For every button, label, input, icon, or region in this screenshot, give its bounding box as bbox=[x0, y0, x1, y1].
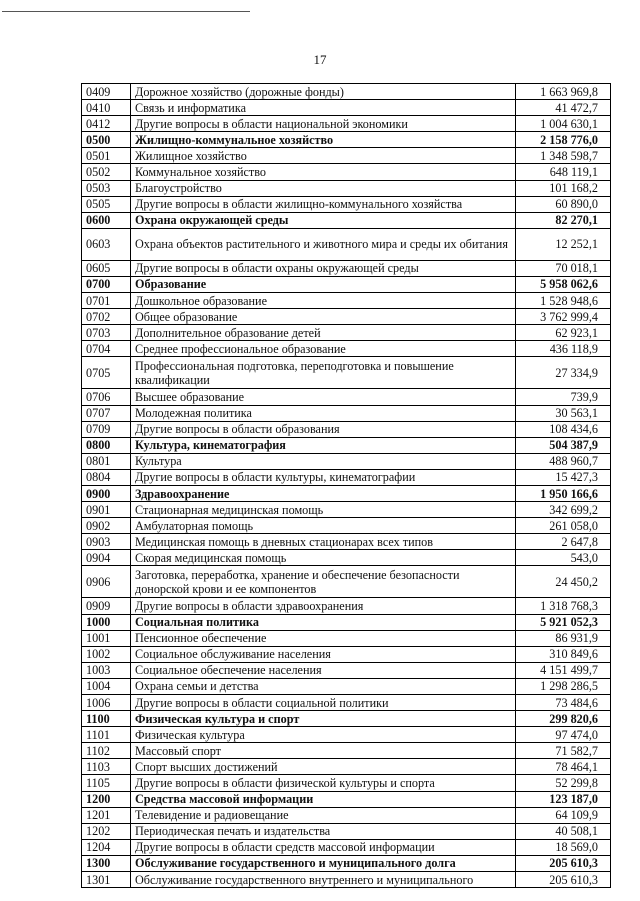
table-row bbox=[82, 711, 611, 727]
row-name: Пенсионное обеспечение bbox=[131, 630, 516, 646]
table-row bbox=[82, 614, 611, 630]
table-row bbox=[82, 646, 611, 662]
row-amount: 30 563,1 bbox=[516, 405, 611, 421]
budget-table-body bbox=[82, 84, 611, 888]
row-amount: 5 958 062,6 bbox=[516, 276, 611, 292]
row-name: Среднее профессиональное образование bbox=[131, 341, 516, 357]
table-row bbox=[82, 357, 611, 389]
table-row bbox=[82, 100, 611, 116]
row-amount: 1 298 286,5 bbox=[516, 678, 611, 694]
table-row bbox=[82, 855, 611, 871]
table-row bbox=[82, 695, 611, 711]
row-code: 0801 bbox=[82, 453, 131, 469]
row-name: Дошкольное образование bbox=[131, 293, 516, 309]
row-code: 0906 bbox=[82, 566, 131, 598]
row-code: 0503 bbox=[82, 180, 131, 196]
row-amount: 2 647,8 bbox=[516, 534, 611, 550]
row-name: Скорая медицинская помощь bbox=[131, 550, 516, 566]
row-code: 1004 bbox=[82, 678, 131, 694]
row-code: 0902 bbox=[82, 518, 131, 534]
row-name: Культура bbox=[131, 453, 516, 469]
row-name: Социальное обеспечение населения bbox=[131, 662, 516, 678]
row-amount: 86 931,9 bbox=[516, 630, 611, 646]
row-code: 0800 bbox=[82, 437, 131, 453]
row-amount: 97 474,0 bbox=[516, 727, 611, 743]
table-row bbox=[82, 341, 611, 357]
row-name: Коммунальное хозяйство bbox=[131, 164, 516, 180]
row-name: Телевидение и радиовещание bbox=[131, 807, 516, 823]
table-row bbox=[82, 678, 611, 694]
table-row bbox=[82, 84, 611, 100]
row-amount: 2 158 776,0 bbox=[516, 132, 611, 148]
row-name: Высшее образование bbox=[131, 389, 516, 405]
row-amount: 27 334,9 bbox=[516, 357, 611, 389]
row-amount: 60 890,0 bbox=[516, 196, 611, 212]
row-amount: 1 950 166,6 bbox=[516, 485, 611, 501]
row-name: Обслуживание государственного внутреннего и муниципального bbox=[131, 872, 516, 888]
row-name: Массовый спорт bbox=[131, 743, 516, 759]
table-row bbox=[82, 823, 611, 839]
row-code: 0600 bbox=[82, 212, 131, 228]
row-amount: 40 508,1 bbox=[516, 823, 611, 839]
row-amount: 18 569,0 bbox=[516, 839, 611, 855]
row-amount: 1 318 768,3 bbox=[516, 598, 611, 614]
row-name: Другие вопросы в области образования bbox=[131, 421, 516, 437]
row-code: 0701 bbox=[82, 293, 131, 309]
table-row bbox=[82, 775, 611, 791]
table-row bbox=[82, 839, 611, 855]
row-code: 0409 bbox=[82, 84, 131, 100]
row-name: Другие вопросы в области социальной политики bbox=[131, 695, 516, 711]
table-row bbox=[82, 132, 611, 148]
row-code: 0706 bbox=[82, 389, 131, 405]
row-name: Средства массовой информации bbox=[131, 791, 516, 807]
row-code: 0505 bbox=[82, 196, 131, 212]
row-code: 0502 bbox=[82, 164, 131, 180]
row-name: Медицинская помощь в дневных стационарах всех типов bbox=[131, 534, 516, 550]
row-amount: 310 849,6 bbox=[516, 646, 611, 662]
row-name: Заготовка, переработка, хранение и обеспечение безопасности донорской крови и ее компонентов bbox=[131, 566, 516, 598]
row-name: Социальное обслуживание населения bbox=[131, 646, 516, 662]
row-amount: 41 472,7 bbox=[516, 100, 611, 116]
row-code: 1301 bbox=[82, 872, 131, 888]
row-name: Обслуживание государственного и муниципального долга bbox=[131, 855, 516, 871]
table-row bbox=[82, 293, 611, 309]
table-row bbox=[82, 453, 611, 469]
row-name: Социальная политика bbox=[131, 614, 516, 630]
budget-table bbox=[81, 83, 611, 888]
row-name: Другие вопросы в области жилищно-коммунального хозяйства bbox=[131, 196, 516, 212]
row-amount: 73 484,6 bbox=[516, 695, 611, 711]
row-amount: 504 387,9 bbox=[516, 437, 611, 453]
row-amount: 82 270,1 bbox=[516, 212, 611, 228]
row-code: 0410 bbox=[82, 100, 131, 116]
row-name: Другие вопросы в области культуры, кинематографии bbox=[131, 469, 516, 485]
row-code: 1300 bbox=[82, 855, 131, 871]
row-amount: 64 109,9 bbox=[516, 807, 611, 823]
table-row bbox=[82, 534, 611, 550]
row-name: Профессиональная подготовка, переподготовка и повышение квалификации bbox=[131, 357, 516, 389]
table-row bbox=[82, 598, 611, 614]
row-name: Другие вопросы в области физической культуры и спорта bbox=[131, 775, 516, 791]
row-code: 1105 bbox=[82, 775, 131, 791]
table-row bbox=[82, 325, 611, 341]
row-name: Охрана семьи и детства bbox=[131, 678, 516, 694]
table-row bbox=[82, 566, 611, 598]
row-code: 0900 bbox=[82, 485, 131, 501]
row-amount: 205 610,3 bbox=[516, 872, 611, 888]
row-name: Здравоохранение bbox=[131, 485, 516, 501]
row-code: 1103 bbox=[82, 759, 131, 775]
row-name: Образование bbox=[131, 276, 516, 292]
row-code: 1202 bbox=[82, 823, 131, 839]
row-name: Физическая культура и спорт bbox=[131, 711, 516, 727]
table-row bbox=[82, 116, 611, 132]
row-name: Связь и информатика bbox=[131, 100, 516, 116]
row-amount: 299 820,6 bbox=[516, 711, 611, 727]
row-amount: 1 528 948,6 bbox=[516, 293, 611, 309]
row-amount: 1 348 598,7 bbox=[516, 148, 611, 164]
row-amount: 739,9 bbox=[516, 389, 611, 405]
top-rule bbox=[2, 11, 250, 12]
table-row bbox=[82, 807, 611, 823]
row-amount: 261 058,0 bbox=[516, 518, 611, 534]
row-amount: 543,0 bbox=[516, 550, 611, 566]
table-row bbox=[82, 196, 611, 212]
row-code: 1200 bbox=[82, 791, 131, 807]
row-amount: 24 450,2 bbox=[516, 566, 611, 598]
table-row bbox=[82, 872, 611, 888]
row-amount: 205 610,3 bbox=[516, 855, 611, 871]
row-name: Амбулаторная помощь bbox=[131, 518, 516, 534]
table-row bbox=[82, 405, 611, 421]
row-code: 0804 bbox=[82, 469, 131, 485]
row-amount: 3 762 999,4 bbox=[516, 309, 611, 325]
row-name: Молодежная политика bbox=[131, 405, 516, 421]
row-name: Общее образование bbox=[131, 309, 516, 325]
row-code: 1100 bbox=[82, 711, 131, 727]
row-code: 0704 bbox=[82, 341, 131, 357]
row-code: 1000 bbox=[82, 614, 131, 630]
table-row bbox=[82, 759, 611, 775]
row-amount: 1 663 969,8 bbox=[516, 84, 611, 100]
row-amount: 5 921 052,3 bbox=[516, 614, 611, 630]
row-name: Физическая культура bbox=[131, 727, 516, 743]
row-name: Жилищно-коммунальное хозяйство bbox=[131, 132, 516, 148]
row-amount: 12 252,1 bbox=[516, 228, 611, 260]
row-name: Другие вопросы в области средств массовой информации bbox=[131, 839, 516, 855]
row-code: 1002 bbox=[82, 646, 131, 662]
row-code: 1201 bbox=[82, 807, 131, 823]
table-row bbox=[82, 437, 611, 453]
table-row bbox=[82, 469, 611, 485]
row-code: 1003 bbox=[82, 662, 131, 678]
table-row bbox=[82, 743, 611, 759]
row-amount: 62 923,1 bbox=[516, 325, 611, 341]
row-name: Другие вопросы в области национальной экономики bbox=[131, 116, 516, 132]
row-amount: 52 299,8 bbox=[516, 775, 611, 791]
row-code: 0501 bbox=[82, 148, 131, 164]
row-code: 0605 bbox=[82, 260, 131, 276]
table-row bbox=[82, 228, 611, 260]
table-row bbox=[82, 791, 611, 807]
table-row bbox=[82, 727, 611, 743]
row-name: Спорт высших достижений bbox=[131, 759, 516, 775]
row-name: Культура, кинематография bbox=[131, 437, 516, 453]
page-number: 17 bbox=[313, 52, 327, 67]
row-name: Благоустройство bbox=[131, 180, 516, 196]
row-name: Дорожное хозяйство (дорожные фонды) bbox=[131, 84, 516, 100]
table-row bbox=[82, 164, 611, 180]
row-code: 0603 bbox=[82, 228, 131, 260]
row-amount: 71 582,7 bbox=[516, 743, 611, 759]
table-row bbox=[82, 421, 611, 437]
row-code: 0903 bbox=[82, 534, 131, 550]
table-row bbox=[82, 518, 611, 534]
row-name: Охрана объектов растительного и животного мира и среды их обитания bbox=[131, 228, 516, 260]
table-row bbox=[82, 662, 611, 678]
row-amount: 4 151 499,7 bbox=[516, 662, 611, 678]
row-code: 0500 bbox=[82, 132, 131, 148]
table-row bbox=[82, 148, 611, 164]
table-row bbox=[82, 485, 611, 501]
row-amount: 1 004 630,1 bbox=[516, 116, 611, 132]
row-name: Периодическая печать и издательства bbox=[131, 823, 516, 839]
row-code: 1001 bbox=[82, 630, 131, 646]
table-row bbox=[82, 502, 611, 518]
row-code: 0700 bbox=[82, 276, 131, 292]
table-row bbox=[82, 276, 611, 292]
row-amount: 78 464,1 bbox=[516, 759, 611, 775]
row-amount: 123 187,0 bbox=[516, 791, 611, 807]
row-amount: 488 960,7 bbox=[516, 453, 611, 469]
table-row bbox=[82, 260, 611, 276]
row-amount: 70 018,1 bbox=[516, 260, 611, 276]
row-amount: 108 434,6 bbox=[516, 421, 611, 437]
table-row bbox=[82, 212, 611, 228]
row-name: Другие вопросы в области охраны окружающей среды bbox=[131, 260, 516, 276]
row-amount: 342 699,2 bbox=[516, 502, 611, 518]
table-row bbox=[82, 389, 611, 405]
row-code: 1102 bbox=[82, 743, 131, 759]
row-name: Охрана окружающей среды bbox=[131, 212, 516, 228]
row-amount: 101 168,2 bbox=[516, 180, 611, 196]
row-code: 0901 bbox=[82, 502, 131, 518]
row-code: 0707 bbox=[82, 405, 131, 421]
row-code: 0709 bbox=[82, 421, 131, 437]
table-row bbox=[82, 309, 611, 325]
row-code: 0703 bbox=[82, 325, 131, 341]
row-code: 1204 bbox=[82, 839, 131, 855]
row-code: 0702 bbox=[82, 309, 131, 325]
row-amount: 648 119,1 bbox=[516, 164, 611, 180]
row-code: 0412 bbox=[82, 116, 131, 132]
row-name: Стационарная медицинская помощь bbox=[131, 502, 516, 518]
row-code: 1101 bbox=[82, 727, 131, 743]
row-amount: 436 118,9 bbox=[516, 341, 611, 357]
row-name: Жилищное хозяйство bbox=[131, 148, 516, 164]
row-code: 0705 bbox=[82, 357, 131, 389]
row-code: 0904 bbox=[82, 550, 131, 566]
table-row bbox=[82, 180, 611, 196]
row-code: 0909 bbox=[82, 598, 131, 614]
table-row bbox=[82, 630, 611, 646]
row-name: Другие вопросы в области здравоохранения bbox=[131, 598, 516, 614]
row-code: 1006 bbox=[82, 695, 131, 711]
table-row bbox=[82, 550, 611, 566]
row-amount: 15 427,3 bbox=[516, 469, 611, 485]
row-name: Дополнительное образование детей bbox=[131, 325, 516, 341]
